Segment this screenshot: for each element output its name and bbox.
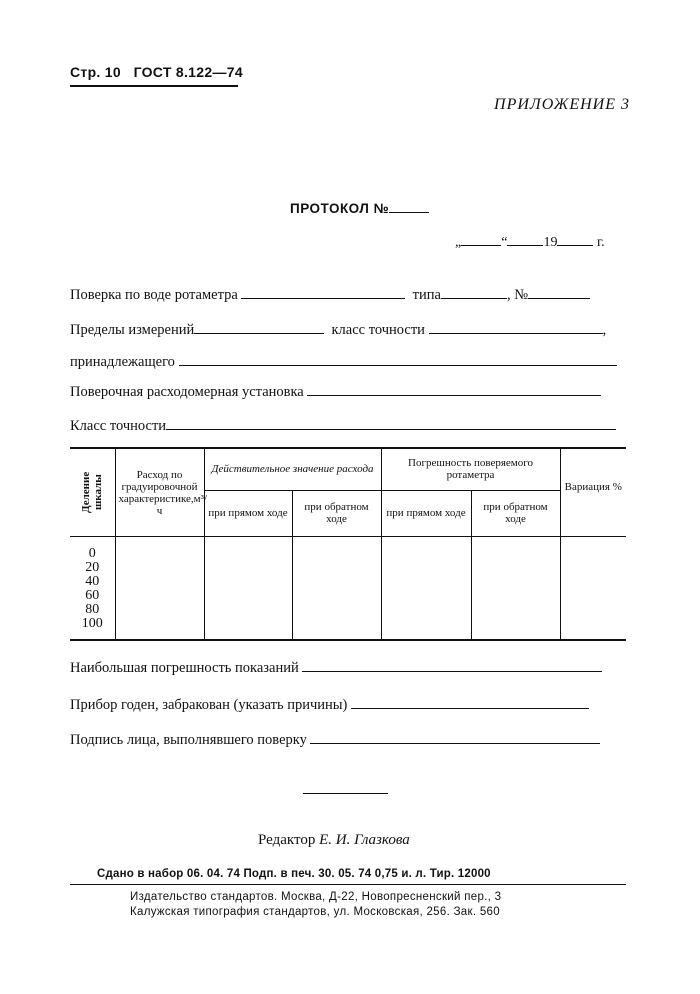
error-reverse-header: при обратном ходе — [471, 490, 560, 536]
page-number: Стр. 10 — [70, 64, 121, 80]
editor-line — [258, 832, 410, 849]
flow-cell[interactable] — [115, 536, 204, 640]
installation-blank[interactable] — [307, 383, 601, 396]
owner-label: принадлежащего — [70, 354, 175, 370]
quote-open: „ — [455, 235, 462, 250]
col-scale-label: Деление шкалы — [80, 471, 105, 513]
col-variation-header: Вариация % — [560, 448, 626, 536]
type-blank[interactable] — [441, 286, 507, 299]
class-label: класс точности — [331, 322, 425, 338]
year-blank[interactable] — [557, 233, 593, 246]
standard-code: ГОСТ 8.122—74 — [133, 64, 243, 80]
max-error-blank[interactable] — [302, 659, 602, 672]
printer-line: Калужская типография стандартов, ул. Московская, 256. Зак. 560 — [130, 906, 500, 918]
table-row: 60 — [85, 587, 100, 603]
field-signature — [70, 731, 600, 749]
actual-forward-header: при прямом ходе — [204, 490, 292, 536]
protocol-number-blank[interactable] — [389, 200, 429, 213]
actual-reverse-cell[interactable] — [292, 536, 381, 640]
protocol-title-text: ПРОТОКОЛ № — [290, 201, 390, 216]
col-error-header: Погрешность поверяемого ротаметра — [381, 448, 560, 490]
col-flow-header: Расход по градуировочной характеристике,м³/ч — [115, 448, 204, 536]
protocol-title — [290, 200, 429, 216]
actual-forward-cell[interactable] — [204, 536, 292, 640]
field-installation — [70, 383, 601, 401]
table-row: 100 — [81, 615, 103, 631]
error-reverse-cell[interactable] — [471, 536, 560, 640]
signature-label: Подпись лица, выполнявшего поверку — [70, 732, 307, 748]
verdict-label: Прибор годен, забракован (указать причины) — [70, 697, 348, 713]
editor-label: Редактор — [258, 832, 316, 848]
owner-blank[interactable] — [179, 353, 617, 366]
rotameter-blank[interactable] — [241, 286, 405, 299]
year-prefix: 19 — [543, 235, 558, 250]
installation-label: Поверочная расходомерная установка — [70, 384, 304, 400]
class-blank[interactable] — [429, 321, 603, 334]
editor-name: Е. И. Глазкова — [319, 832, 410, 848]
error-forward-header: при прямом ходе — [381, 490, 471, 536]
year-suffix: г. — [596, 235, 605, 250]
field-max-error — [70, 659, 602, 677]
appendix-label: ПРИЛОЖЕНИЕ 3 — [494, 96, 630, 113]
verify-label: Поверка по воде ротаметра — [70, 287, 238, 303]
col-actual-header: Действительное значение расхода — [204, 448, 381, 490]
day-blank[interactable] — [461, 233, 501, 246]
signature-blank[interactable] — [310, 731, 600, 744]
table-row: 20 — [85, 559, 100, 575]
quote-close: “ — [501, 235, 508, 250]
verification-table — [70, 447, 626, 641]
field-owner — [70, 353, 617, 371]
page-header — [70, 64, 243, 80]
actual-reverse-header: при обратном ходе — [292, 490, 381, 536]
publisher-line: Издательство стандартов. Москва, Д-22, Новопресненский пер., 3 — [130, 891, 502, 903]
field-verdict — [70, 696, 589, 714]
number-label: , № — [506, 287, 529, 303]
accuracy-label: Класс точности — [70, 418, 167, 434]
imprint-rule — [70, 884, 626, 885]
field-limits — [70, 321, 606, 339]
imprint-line: Сдано в набор 06. 04. 74 Подп. в печ. 30. 05. 74 0,75 и. л. Тир. 12000 — [97, 868, 491, 880]
type-label: типа — [412, 287, 441, 303]
date-line — [455, 233, 605, 251]
table-row: 0 — [88, 545, 96, 561]
verdict-blank[interactable] — [351, 696, 589, 709]
error-forward-cell[interactable] — [381, 536, 471, 640]
month-blank[interactable] — [507, 233, 543, 246]
table-body-row — [70, 536, 626, 640]
accuracy-blank[interactable] — [166, 417, 616, 430]
number-blank[interactable] — [528, 286, 590, 299]
col-scale-header — [70, 448, 115, 536]
separator-rule — [303, 793, 388, 794]
limits-label: Пределы измерений — [70, 322, 195, 338]
header-rule — [70, 85, 238, 87]
field-verification — [70, 286, 590, 304]
scale-values-cell — [70, 536, 115, 640]
field-accuracy — [70, 417, 616, 435]
variation-cell[interactable] — [560, 536, 626, 640]
limits-blank[interactable] — [194, 321, 324, 334]
table-row: 40 — [85, 573, 100, 589]
table-row: 80 — [85, 601, 100, 617]
class-end: , — [602, 322, 607, 338]
max-error-label: Наибольшая погрешность показаний — [70, 660, 299, 676]
